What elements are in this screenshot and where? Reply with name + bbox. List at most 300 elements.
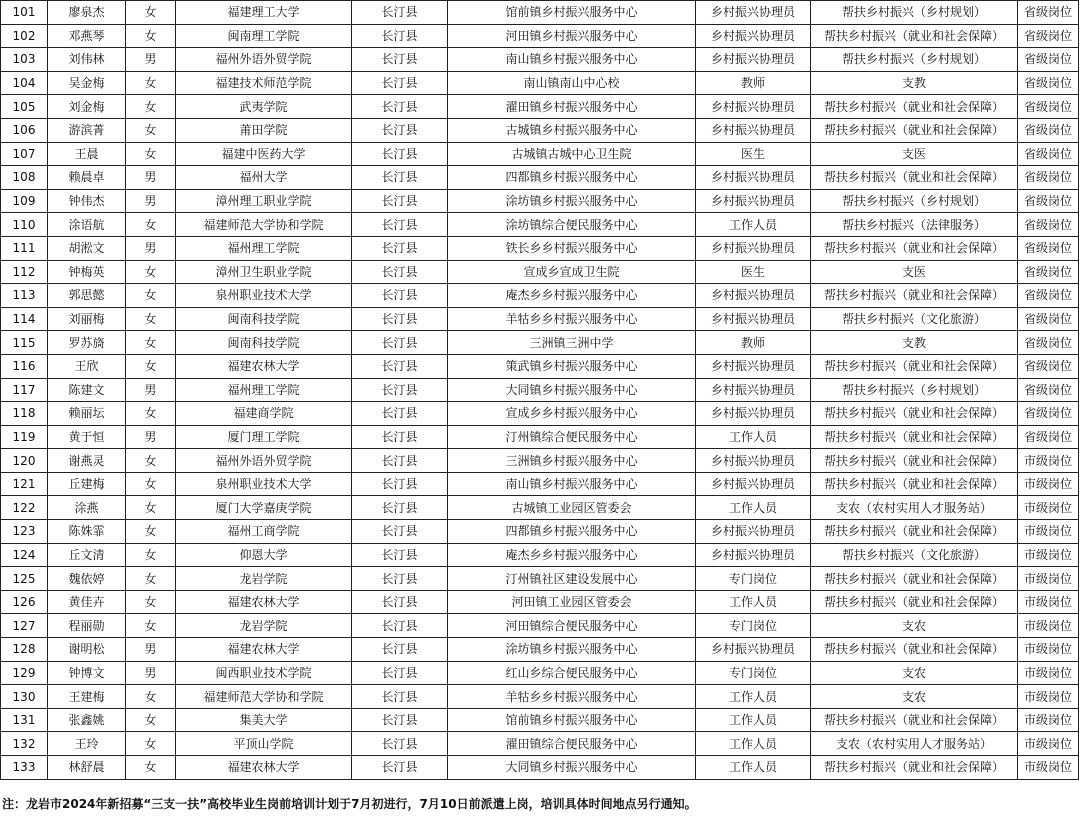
name-cell: 王玲 (48, 732, 126, 756)
table-row (1, 166, 1079, 190)
service-type-cell: 支农 (811, 661, 1018, 685)
row-number-cell: 131 (1, 708, 48, 732)
name-cell: 刘金梅 (48, 95, 126, 119)
position-cell: 教师 (696, 71, 811, 95)
row-number-cell: 118 (1, 402, 48, 426)
position-cell: 乡村振兴协理员 (696, 236, 811, 260)
service-type-cell: 帮扶乡村振兴（就业和社会保障） (811, 708, 1018, 732)
level-cell: 省级岗位 (1018, 307, 1079, 331)
row-number-cell: 124 (1, 543, 48, 567)
name-cell: 王建梅 (48, 685, 126, 709)
table-row (1, 354, 1079, 378)
table-row (1, 756, 1079, 780)
service-unit-cell: 古城镇乡村振兴服务中心 (448, 118, 696, 142)
name-cell: 涂燕 (48, 496, 126, 520)
position-cell: 专门岗位 (696, 661, 811, 685)
school-cell: 福建农林大学 (176, 590, 352, 614)
row-number-cell: 105 (1, 95, 48, 119)
county-cell: 长汀县 (352, 496, 448, 520)
county-cell: 长汀县 (352, 685, 448, 709)
level-cell: 省级岗位 (1018, 284, 1079, 308)
row-number-cell: 102 (1, 24, 48, 48)
level-cell: 市级岗位 (1018, 614, 1079, 638)
county-cell: 长汀县 (352, 95, 448, 119)
service-type-cell: 帮扶乡村振兴（就业和社会保障） (811, 590, 1018, 614)
county-cell: 长汀县 (352, 48, 448, 72)
service-type-cell: 支医 (811, 260, 1018, 284)
table-row (1, 142, 1079, 166)
table-row (1, 1, 1079, 25)
county-cell: 长汀县 (352, 520, 448, 544)
service-type-cell: 帮扶乡村振兴（就业和社会保障） (811, 118, 1018, 142)
service-type-cell: 帮扶乡村振兴（文化旅游） (811, 543, 1018, 567)
service-unit-cell: 庵杰乡乡村振兴服务中心 (448, 284, 696, 308)
service-type-cell: 帮扶乡村振兴（就业和社会保障） (811, 402, 1018, 426)
position-cell: 乡村振兴协理员 (696, 48, 811, 72)
table-row (1, 425, 1079, 449)
position-cell: 乡村振兴协理员 (696, 284, 811, 308)
county-cell: 长汀县 (352, 331, 448, 355)
table-row (1, 590, 1079, 614)
service-unit-cell: 庵杰乡乡村振兴服务中心 (448, 543, 696, 567)
school-cell: 厦门大学嘉庚学院 (176, 496, 352, 520)
school-cell: 平顶山学院 (176, 732, 352, 756)
row-number-cell: 110 (1, 213, 48, 237)
level-cell: 省级岗位 (1018, 236, 1079, 260)
level-cell: 省级岗位 (1018, 213, 1079, 237)
name-cell: 张鑫姚 (48, 708, 126, 732)
county-cell: 长汀县 (352, 142, 448, 166)
school-cell: 福建技术师范学院 (176, 71, 352, 95)
county-cell: 长汀县 (352, 189, 448, 213)
service-unit-cell: 宣成乡乡村振兴服务中心 (448, 402, 696, 426)
position-cell: 乡村振兴协理员 (696, 378, 811, 402)
table-row (1, 284, 1079, 308)
gender-cell: 女 (126, 449, 176, 473)
gender-cell: 女 (126, 331, 176, 355)
service-unit-cell: 四都镇乡村振兴服务中心 (448, 520, 696, 544)
school-cell: 漳州卫生职业学院 (176, 260, 352, 284)
gender-cell: 男 (126, 378, 176, 402)
service-type-cell: 支农（农村实用人才服务站） (811, 732, 1018, 756)
school-cell: 福建农林大学 (176, 354, 352, 378)
service-unit-cell: 涂坊镇乡村振兴服务中心 (448, 189, 696, 213)
position-cell: 专门岗位 (696, 567, 811, 591)
school-cell: 福建商学院 (176, 402, 352, 426)
gender-cell: 女 (126, 71, 176, 95)
name-cell: 王晨 (48, 142, 126, 166)
service-unit-cell: 汀州镇社区建设发展中心 (448, 567, 696, 591)
county-cell: 长汀县 (352, 567, 448, 591)
service-unit-cell: 三洲镇三洲中学 (448, 331, 696, 355)
service-unit-cell: 羊牯乡乡村振兴服务中心 (448, 307, 696, 331)
service-unit-cell: 红山乡综合便民服务中心 (448, 661, 696, 685)
gender-cell: 男 (126, 166, 176, 190)
row-number-cell: 121 (1, 472, 48, 496)
service-type-cell: 帮扶乡村振兴（就业和社会保障） (811, 284, 1018, 308)
table-row (1, 543, 1079, 567)
school-cell: 福州外语外贸学院 (176, 48, 352, 72)
table-row (1, 307, 1079, 331)
position-cell: 工作人员 (696, 732, 811, 756)
school-cell: 福建中医药大学 (176, 142, 352, 166)
name-cell: 谢明松 (48, 638, 126, 662)
level-cell: 省级岗位 (1018, 71, 1079, 95)
name-cell: 钟梅英 (48, 260, 126, 284)
county-cell: 长汀县 (352, 354, 448, 378)
name-cell: 涂语航 (48, 213, 126, 237)
row-number-cell: 112 (1, 260, 48, 284)
row-number-cell: 120 (1, 449, 48, 473)
position-cell: 专门岗位 (696, 614, 811, 638)
name-cell: 陈建文 (48, 378, 126, 402)
service-unit-cell: 河田镇综合便民服务中心 (448, 614, 696, 638)
row-number-cell: 122 (1, 496, 48, 520)
name-cell: 刘丽梅 (48, 307, 126, 331)
service-unit-cell: 涂坊镇综合便民服务中心 (448, 213, 696, 237)
service-type-cell: 帮扶乡村振兴（就业和社会保障） (811, 638, 1018, 662)
row-number-cell: 128 (1, 638, 48, 662)
position-cell: 工作人员 (696, 213, 811, 237)
service-type-cell: 帮扶乡村振兴（法律服务） (811, 213, 1018, 237)
service-type-cell: 支教 (811, 71, 1018, 95)
gender-cell: 女 (126, 284, 176, 308)
row-number-cell: 130 (1, 685, 48, 709)
gender-cell: 女 (126, 213, 176, 237)
level-cell: 省级岗位 (1018, 166, 1079, 190)
service-type-cell: 帮扶乡村振兴（就业和社会保障） (811, 24, 1018, 48)
name-cell: 黄佳卉 (48, 590, 126, 614)
service-unit-cell: 河田镇工业园区管委会 (448, 590, 696, 614)
gender-cell: 女 (126, 496, 176, 520)
table-row (1, 638, 1079, 662)
table-row (1, 118, 1079, 142)
name-cell: 黄于恒 (48, 425, 126, 449)
gender-cell: 女 (126, 472, 176, 496)
gender-cell: 女 (126, 95, 176, 119)
name-cell: 钟伟杰 (48, 189, 126, 213)
gender-cell: 男 (126, 661, 176, 685)
position-cell: 乡村振兴协理员 (696, 638, 811, 662)
table-row (1, 449, 1079, 473)
position-cell: 工作人员 (696, 590, 811, 614)
gender-cell: 男 (126, 189, 176, 213)
name-cell: 魏依婷 (48, 567, 126, 591)
gender-cell: 女 (126, 118, 176, 142)
level-cell: 省级岗位 (1018, 354, 1079, 378)
service-type-cell: 帮扶乡村振兴（就业和社会保障） (811, 425, 1018, 449)
name-cell: 赖晨卓 (48, 166, 126, 190)
service-unit-cell: 宣成乡宣成卫生院 (448, 260, 696, 284)
row-number-cell: 116 (1, 354, 48, 378)
county-cell: 长汀县 (352, 661, 448, 685)
position-cell: 工作人员 (696, 708, 811, 732)
level-cell: 市级岗位 (1018, 449, 1079, 473)
position-cell: 乡村振兴协理员 (696, 543, 811, 567)
service-unit-cell: 铁长乡乡村振兴服务中心 (448, 236, 696, 260)
service-unit-cell: 四都镇乡村振兴服务中心 (448, 166, 696, 190)
school-cell: 集美大学 (176, 708, 352, 732)
position-cell: 乡村振兴协理员 (696, 354, 811, 378)
level-cell: 市级岗位 (1018, 708, 1079, 732)
position-cell: 医生 (696, 260, 811, 284)
position-cell: 乡村振兴协理员 (696, 189, 811, 213)
row-number-cell: 123 (1, 520, 48, 544)
school-cell: 闽南科技学院 (176, 331, 352, 355)
name-cell: 林舒晨 (48, 756, 126, 780)
level-cell: 省级岗位 (1018, 48, 1079, 72)
level-cell: 市级岗位 (1018, 567, 1079, 591)
service-unit-cell: 大同镇乡村振兴服务中心 (448, 378, 696, 402)
name-cell: 吴金梅 (48, 71, 126, 95)
level-cell: 省级岗位 (1018, 331, 1079, 355)
service-type-cell: 支教 (811, 331, 1018, 355)
row-number-cell: 125 (1, 567, 48, 591)
name-cell: 丘建梅 (48, 472, 126, 496)
school-cell: 闽西职业技术学院 (176, 661, 352, 685)
service-type-cell: 帮扶乡村振兴（文化旅游） (811, 307, 1018, 331)
table-row (1, 236, 1079, 260)
table-row (1, 24, 1079, 48)
row-number-cell: 104 (1, 71, 48, 95)
row-number-cell: 101 (1, 1, 48, 25)
school-cell: 福州工商学院 (176, 520, 352, 544)
name-cell: 丘文清 (48, 543, 126, 567)
position-cell: 工作人员 (696, 496, 811, 520)
service-unit-cell: 南山镇南山中心校 (448, 71, 696, 95)
row-number-cell: 106 (1, 118, 48, 142)
gender-cell: 女 (126, 590, 176, 614)
name-cell: 邓燕琴 (48, 24, 126, 48)
county-cell: 长汀县 (352, 260, 448, 284)
service-unit-cell: 古城镇古城中心卫生院 (448, 142, 696, 166)
position-cell: 乡村振兴协理员 (696, 307, 811, 331)
gender-cell: 男 (126, 638, 176, 662)
service-unit-cell: 大同镇乡村振兴服务中心 (448, 756, 696, 780)
level-cell: 市级岗位 (1018, 732, 1079, 756)
school-cell: 福建师范大学协和学院 (176, 213, 352, 237)
position-cell: 教师 (696, 331, 811, 355)
service-type-cell: 帮扶乡村振兴（就业和社会保障） (811, 567, 1018, 591)
county-cell: 长汀县 (352, 708, 448, 732)
row-number-cell: 113 (1, 284, 48, 308)
county-cell: 长汀县 (352, 543, 448, 567)
county-cell: 长汀县 (352, 24, 448, 48)
gender-cell: 女 (126, 520, 176, 544)
footnote: 注：龙岩市2024年新招募“三支一扶”高校毕业生岗前培训计划于7月初进行，7月10日前派遣上岗，培训具体时间地点另行通知。 (2, 797, 697, 811)
service-unit-cell: 策武镇乡村振兴服务中心 (448, 354, 696, 378)
row-number-cell: 127 (1, 614, 48, 638)
table-row (1, 614, 1079, 638)
service-unit-cell: 汀州镇综合便民服务中心 (448, 425, 696, 449)
position-cell: 乡村振兴协理员 (696, 520, 811, 544)
name-cell: 胡淞文 (48, 236, 126, 260)
position-cell: 工作人员 (696, 756, 811, 780)
service-unit-cell: 涂坊镇乡村振兴服务中心 (448, 638, 696, 662)
gender-cell: 女 (126, 307, 176, 331)
row-number-cell: 103 (1, 48, 48, 72)
row-number-cell: 133 (1, 756, 48, 780)
service-type-cell: 支农 (811, 614, 1018, 638)
gender-cell: 女 (126, 354, 176, 378)
position-cell: 乡村振兴协理员 (696, 1, 811, 25)
county-cell: 长汀县 (352, 378, 448, 402)
service-unit-cell: 馆前镇乡村振兴服务中心 (448, 708, 696, 732)
service-unit-cell: 濯田镇乡村振兴服务中心 (448, 95, 696, 119)
level-cell: 省级岗位 (1018, 260, 1079, 284)
service-unit-cell: 馆前镇乡村振兴服务中心 (448, 1, 696, 25)
service-type-cell: 帮扶乡村振兴（就业和社会保障） (811, 236, 1018, 260)
table-row (1, 95, 1079, 119)
school-cell: 龙岩学院 (176, 614, 352, 638)
service-unit-cell: 三洲镇乡村振兴服务中心 (448, 449, 696, 473)
position-cell: 乡村振兴协理员 (696, 166, 811, 190)
school-cell: 泉州职业技术大学 (176, 472, 352, 496)
position-cell: 医生 (696, 142, 811, 166)
county-cell: 长汀县 (352, 449, 448, 473)
gender-cell: 女 (126, 402, 176, 426)
roster-body (1, 1, 1079, 780)
service-type-cell: 帮扶乡村振兴（就业和社会保障） (811, 449, 1018, 473)
name-cell: 陈姝霏 (48, 520, 126, 544)
row-number-cell: 111 (1, 236, 48, 260)
gender-cell: 女 (126, 260, 176, 284)
level-cell: 市级岗位 (1018, 661, 1079, 685)
school-cell: 武夷学院 (176, 95, 352, 119)
table-row (1, 189, 1079, 213)
service-type-cell: 帮扶乡村振兴（乡村规划） (811, 378, 1018, 402)
county-cell: 长汀县 (352, 425, 448, 449)
row-number-cell: 107 (1, 142, 48, 166)
name-cell: 程丽勋 (48, 614, 126, 638)
table-row (1, 496, 1079, 520)
county-cell: 长汀县 (352, 71, 448, 95)
name-cell: 谢燕灵 (48, 449, 126, 473)
level-cell: 市级岗位 (1018, 472, 1079, 496)
position-cell: 乡村振兴协理员 (696, 24, 811, 48)
table-row (1, 708, 1079, 732)
school-cell: 福州理工学院 (176, 236, 352, 260)
level-cell: 省级岗位 (1018, 142, 1079, 166)
table-row (1, 567, 1079, 591)
school-cell: 仰恩大学 (176, 543, 352, 567)
table-row (1, 71, 1079, 95)
gender-cell: 女 (126, 567, 176, 591)
county-cell: 长汀县 (352, 614, 448, 638)
position-cell: 工作人员 (696, 425, 811, 449)
service-type-cell: 支农（农村实用人才服务站） (811, 496, 1018, 520)
school-cell: 福建理工大学 (176, 1, 352, 25)
name-cell: 游滨菁 (48, 118, 126, 142)
table-row (1, 213, 1079, 237)
service-unit-cell: 南山镇乡村振兴服务中心 (448, 472, 696, 496)
name-cell: 钟博文 (48, 661, 126, 685)
gender-cell: 男 (126, 236, 176, 260)
county-cell: 长汀县 (352, 590, 448, 614)
service-unit-cell: 羊牯乡乡村振兴服务中心 (448, 685, 696, 709)
county-cell: 长汀县 (352, 472, 448, 496)
table-row (1, 48, 1079, 72)
service-type-cell: 帮扶乡村振兴（乡村规划） (811, 1, 1018, 25)
school-cell: 龙岩学院 (176, 567, 352, 591)
position-cell: 乡村振兴协理员 (696, 118, 811, 142)
position-cell: 乡村振兴协理员 (696, 449, 811, 473)
county-cell: 长汀县 (352, 1, 448, 25)
service-type-cell: 帮扶乡村振兴（就业和社会保障） (811, 472, 1018, 496)
row-number-cell: 108 (1, 166, 48, 190)
service-type-cell: 帮扶乡村振兴（就业和社会保障） (811, 95, 1018, 119)
level-cell: 省级岗位 (1018, 24, 1079, 48)
school-cell: 闽南理工学院 (176, 24, 352, 48)
county-cell: 长汀县 (352, 732, 448, 756)
service-type-cell: 帮扶乡村振兴（乡村规划） (811, 48, 1018, 72)
level-cell: 省级岗位 (1018, 425, 1079, 449)
service-type-cell: 帮扶乡村振兴（就业和社会保障） (811, 166, 1018, 190)
school-cell: 厦门理工学院 (176, 425, 352, 449)
position-cell: 乡村振兴协理员 (696, 95, 811, 119)
table-row (1, 378, 1079, 402)
service-unit-cell: 古城镇工业园区管委会 (448, 496, 696, 520)
row-number-cell: 126 (1, 590, 48, 614)
table-row (1, 685, 1079, 709)
gender-cell: 女 (126, 756, 176, 780)
school-cell: 福建农林大学 (176, 756, 352, 780)
table-row (1, 260, 1079, 284)
name-cell: 王欣 (48, 354, 126, 378)
name-cell: 廖泉杰 (48, 1, 126, 25)
service-type-cell: 帮扶乡村振兴（就业和社会保障） (811, 756, 1018, 780)
table-row (1, 732, 1079, 756)
gender-cell: 女 (126, 708, 176, 732)
name-cell: 刘伟林 (48, 48, 126, 72)
table-row (1, 402, 1079, 426)
gender-cell: 男 (126, 425, 176, 449)
gender-cell: 女 (126, 543, 176, 567)
level-cell: 市级岗位 (1018, 543, 1079, 567)
level-cell: 省级岗位 (1018, 1, 1079, 25)
county-cell: 长汀县 (352, 307, 448, 331)
service-type-cell: 帮扶乡村振兴（就业和社会保障） (811, 520, 1018, 544)
table-row (1, 331, 1079, 355)
level-cell: 市级岗位 (1018, 520, 1079, 544)
row-number-cell: 129 (1, 661, 48, 685)
service-unit-cell: 河田镇乡村振兴服务中心 (448, 24, 696, 48)
service-unit-cell: 濯田镇综合便民服务中心 (448, 732, 696, 756)
gender-cell: 女 (126, 24, 176, 48)
county-cell: 长汀县 (352, 638, 448, 662)
level-cell: 市级岗位 (1018, 638, 1079, 662)
school-cell: 泉州职业技术大学 (176, 284, 352, 308)
school-cell: 闽南科技学院 (176, 307, 352, 331)
county-cell: 长汀县 (352, 118, 448, 142)
school-cell: 福州理工学院 (176, 378, 352, 402)
school-cell: 福州大学 (176, 166, 352, 190)
name-cell: 罗苏旖 (48, 331, 126, 355)
county-cell: 长汀县 (352, 402, 448, 426)
position-cell: 工作人员 (696, 685, 811, 709)
level-cell: 市级岗位 (1018, 756, 1079, 780)
level-cell: 市级岗位 (1018, 685, 1079, 709)
county-cell: 长汀县 (352, 284, 448, 308)
gender-cell: 男 (126, 48, 176, 72)
school-cell: 莆田学院 (176, 118, 352, 142)
school-cell: 福州外语外贸学院 (176, 449, 352, 473)
row-number-cell: 109 (1, 189, 48, 213)
county-cell: 长汀县 (352, 756, 448, 780)
service-type-cell: 帮扶乡村振兴（就业和社会保障） (811, 354, 1018, 378)
county-cell: 长汀县 (352, 166, 448, 190)
school-cell: 福建师范大学协和学院 (176, 685, 352, 709)
